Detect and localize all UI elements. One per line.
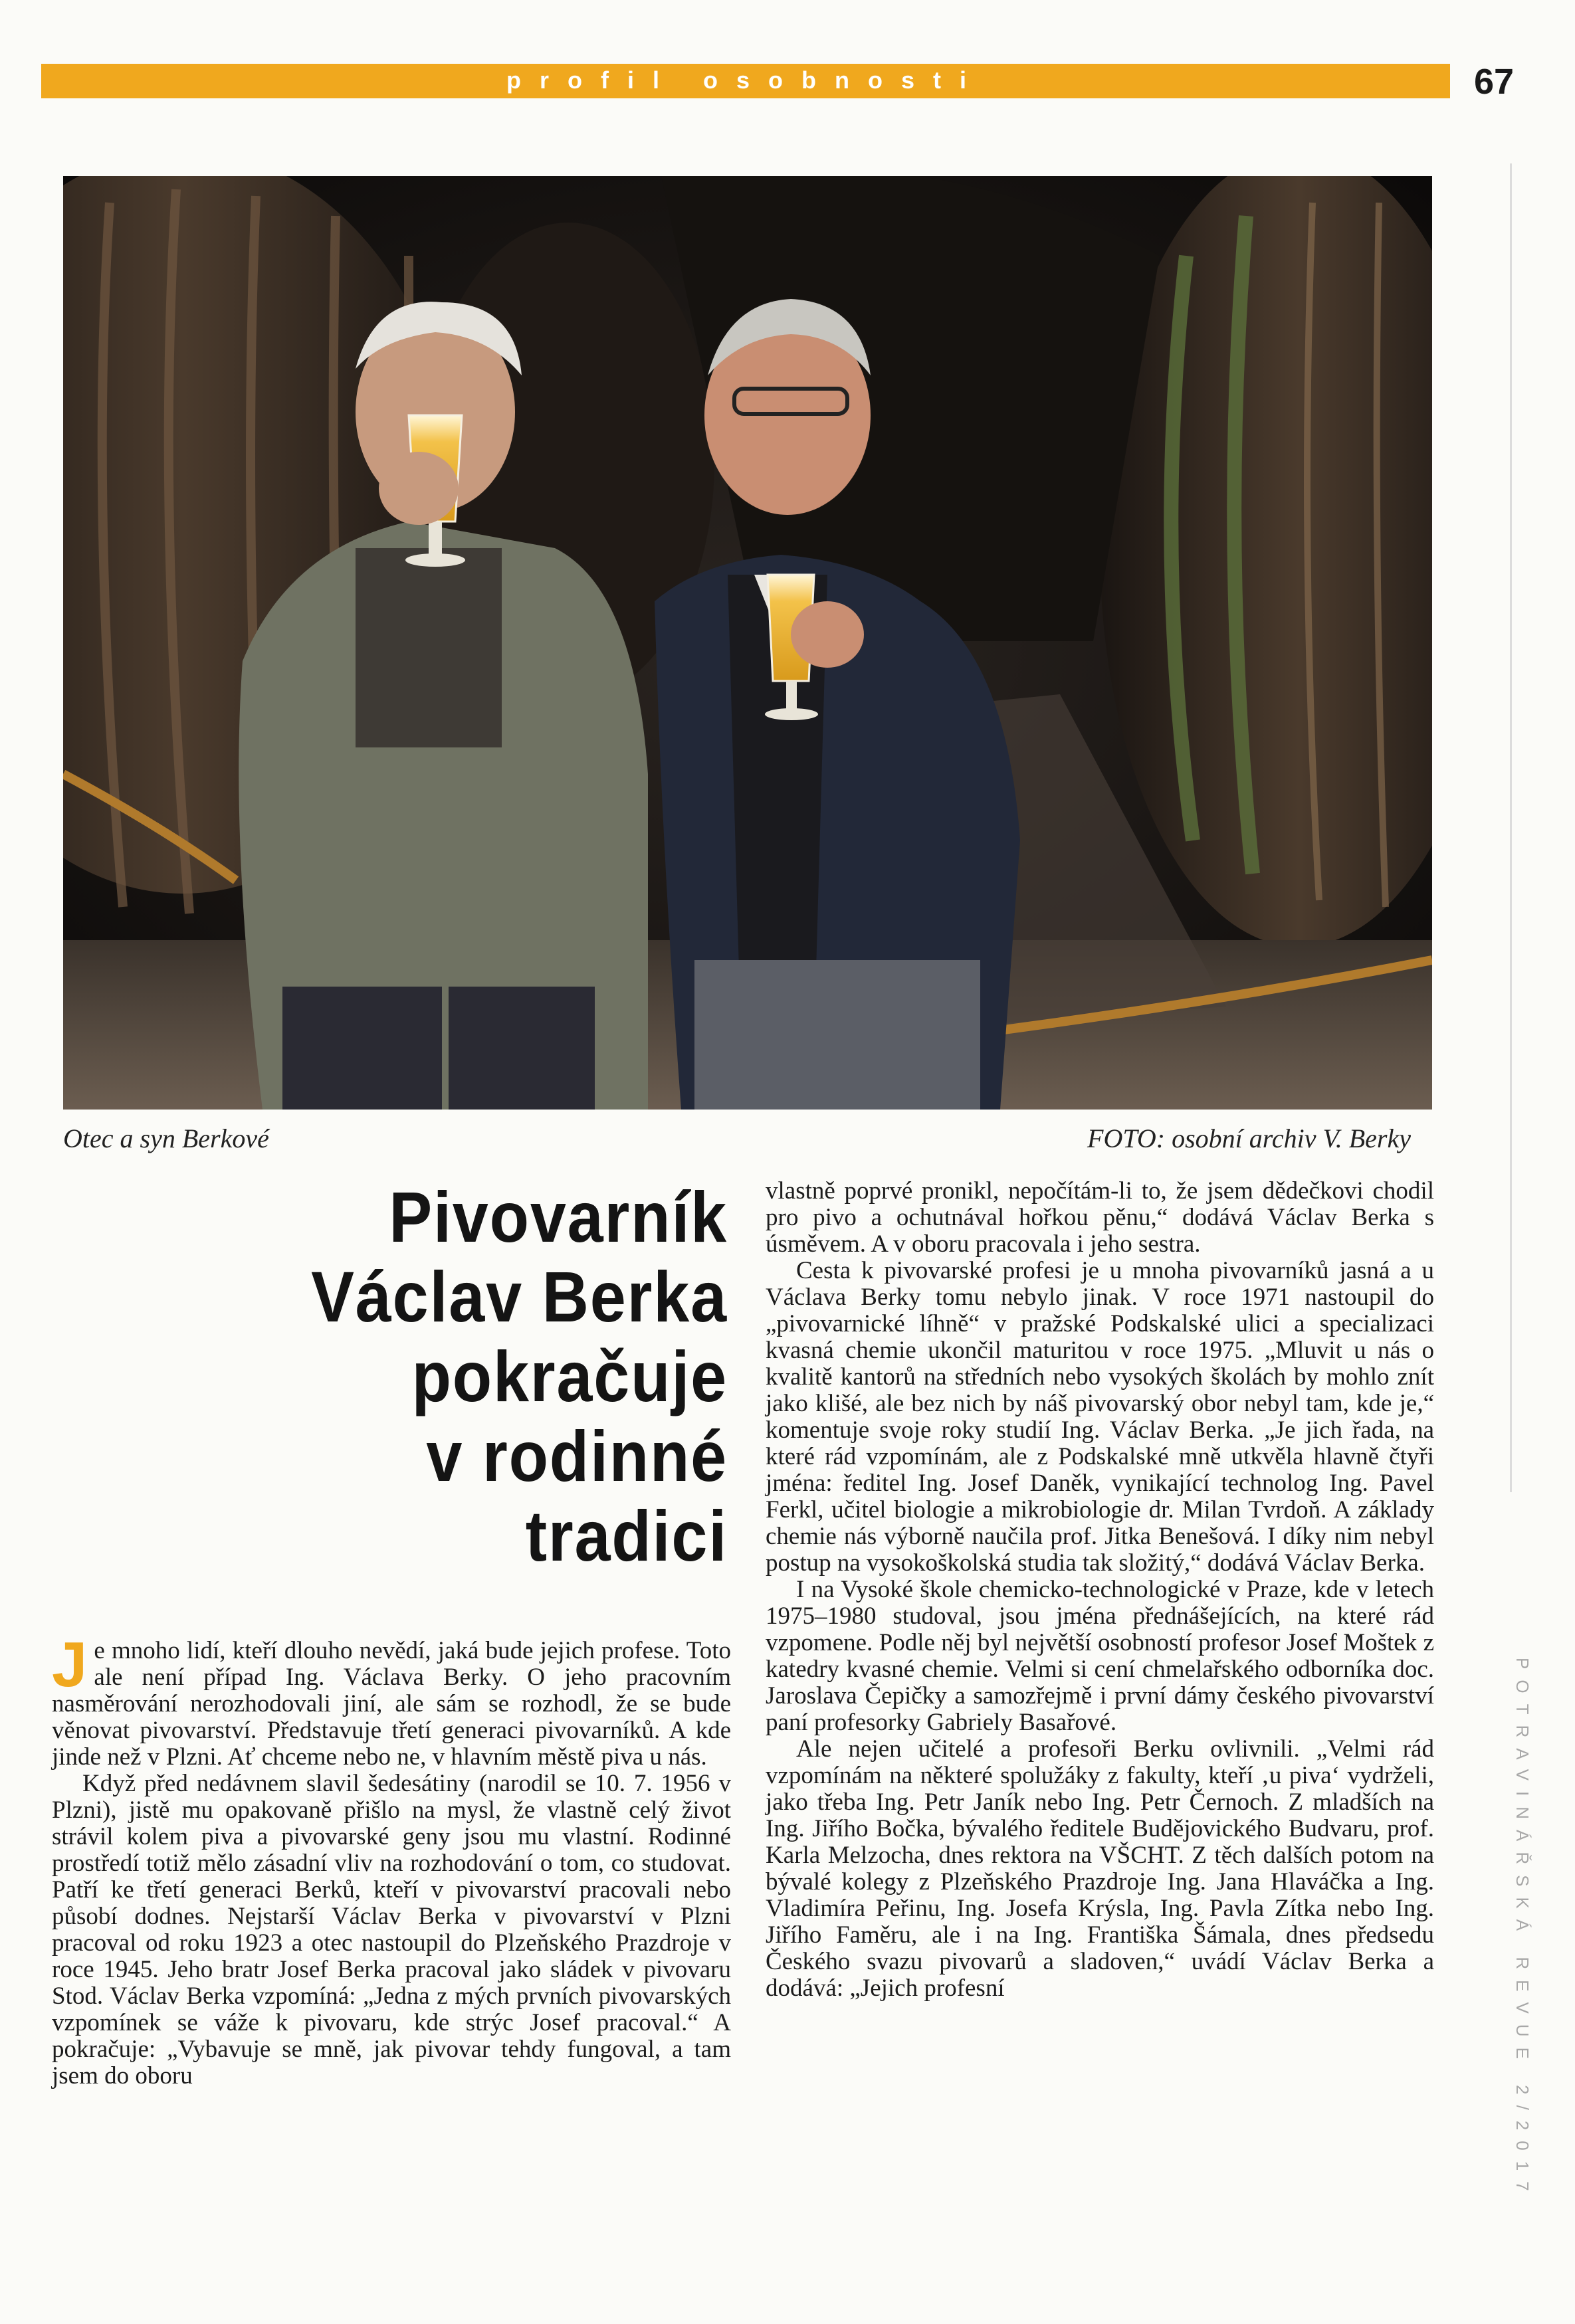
section-label: profil osobnosti	[506, 66, 985, 94]
article-paragraph: vlastně poprvé pronikl, nepočítám-li to, že jsem dědečkovi chodil pro pivo a ochutnával hořkou pěnu,“ dodává Václav Berka s úsměvem. A v oboru pracovala i jeho sestra.	[766, 1177, 1434, 1258]
article-column-left	[52, 1629, 731, 2089]
paragraph-text: e mnoho lidí, kteří dlouho nevědí, jaká bude jejich profese. Toto ale není případ Ing. Václava Berky. O jeho pracovním nasměrování nerozhodovali jiní, ale sám se rozhodl, že se bude věnovat pivovarství. Představuje třetí generaci pivovarníků. A kde jinde než v Plzni. Ať chceme nebo ne, v hlavním městě piva u nás.	[52, 1637, 731, 1771]
margin-rule	[1510, 163, 1512, 1492]
title-line: v rodinné	[426, 1416, 728, 1496]
section-header-band	[41, 64, 1450, 98]
title-line: Pivovarník	[389, 1177, 728, 1257]
article-column-right	[766, 1178, 1434, 2002]
article-paragraph	[52, 1629, 731, 1771]
drop-cap: J	[52, 1629, 88, 1700]
title-line: Václav Berka	[311, 1256, 728, 1337]
article-paragraph: Když před nedávnem slavil šedesátiny (narodil se 10. 7. 1956 v Plzni), jistě mu opakovaně přišlo na mysl, že vlastně celý život strávil kolem piva a pivovarské geny jsou mu vlastní. Rodinné prostředí totiž mělo zásadní vliv na rozhodování o tom, co studovat. Patří ke třetí generaci Berků, kteří v pivovarství pracovali nebo působí dodnes. Nejstarší Václav Berka v pivovarství v Plzni pracoval od roku 1923 a otec nastoupil do Plzeňského Prazdroje v roce 1945. Jeho bratr Josef Berka pracoval jako sládek v pivovaru Stod. Václav Berka vzpomíná: „Jedna z mých prvních pivovarských vzpomínek se váže k pivovaru, kde strýc Josef pracoval.“ A pokračuje: „Vybavuje se mně, jak pivovar tehdy fungoval, a tam jsem do oboru	[52, 1770, 731, 2089]
title-line: tradici	[525, 1496, 728, 1576]
photo-credit: FOTO: osobní archiv V. Berky	[1087, 1123, 1411, 1153]
article-paragraph: I na Vysoké škole chemicko-technologické v Praze, kde v letech 1975–1980 studoval, jsou jména přednášejících, na které rád vzpomene. Podle něj byl největší osobností profesor Josef Moštek z katedry kvasné chemie. Velmi si cení chmelařského odborníka doc. Jaroslava Čepičky a samozřejmě i první dámy českého pivovarství paní profesorky Gabriely Basařové.	[766, 1576, 1434, 1736]
journal-vertical-label: POTRAVINÁŘSKÁ REVUE 2/2017	[1513, 1658, 1532, 2202]
page-number: 67	[1474, 62, 1515, 102]
title-line: pokračuje	[411, 1336, 728, 1416]
article-title	[130, 1177, 728, 1576]
article-paragraph: Cesta k pivovarské profesi je u mnoha pivovarníků jasná a u Václava Berky tomu nebylo jinak. V roce 1971 nastoupil do „pivovarnické líhně“ v pražské Podskalské ulici a specializaci kvasná chemie ukončil maturitou v roce 1975. „Mluvit u nás o kvalitě kantorů na středních nebo vysokých školách by mohlo znít jako klišé, ale bez nich by náš pivovarský obor nebyl tam, kde je,“ komentuje svoje roky studií Ing. Václav Berka. „Je jich řada, na které rád vzpomínám, ale z Podskalské mně utkvěla hlavně čtyři jména: ředitel Ing. Josef Daněk, vynikající technolog Ing. Pavel Ferkl, učitel biologie a mikrobiologie dr. Milan Tvrdoň. A základy chemie nás výborně naučila prof. Jitka Benešová. I díky nim nebyl postup na vysokoškolská studia tak složitý,“ dodává Václav Berka.	[766, 1257, 1434, 1577]
photo-caption: Otec a syn Berkové	[63, 1123, 269, 1153]
article-paragraph: Ale nejen učitelé a profesoři Berku ovlivnili. „Velmi rád vzpomínám na některé spolužáky z fakulty, kteří ‚u piva‘ vydrželi, jako třeba Ing. Petr Janík nebo Ing. Petr Černoch. Z mladších na Ing. Jiřího Bočka, bývalého ředitele Budějovického Budvaru, prof. Karla Melzocha, dnes rektora na VŠCHT. Z těch dalších potom na bývalé kolegy z Plzeňského Prazdroje Ing. Jana Hlaváčka a Ing. Vladimíra Peřinu, Ing. Josefa Krýsla, Ing. Pavla Zítka nebo Ing. Jiřího Faměru, ale i na Ing. Františka Šámala, dnes předsedu Českého svazu pivovarů a sladoven,“ uvádí Václav Berka a dodává: „Jejich profesní	[766, 1735, 1434, 2002]
article-photo	[63, 176, 1432, 1110]
